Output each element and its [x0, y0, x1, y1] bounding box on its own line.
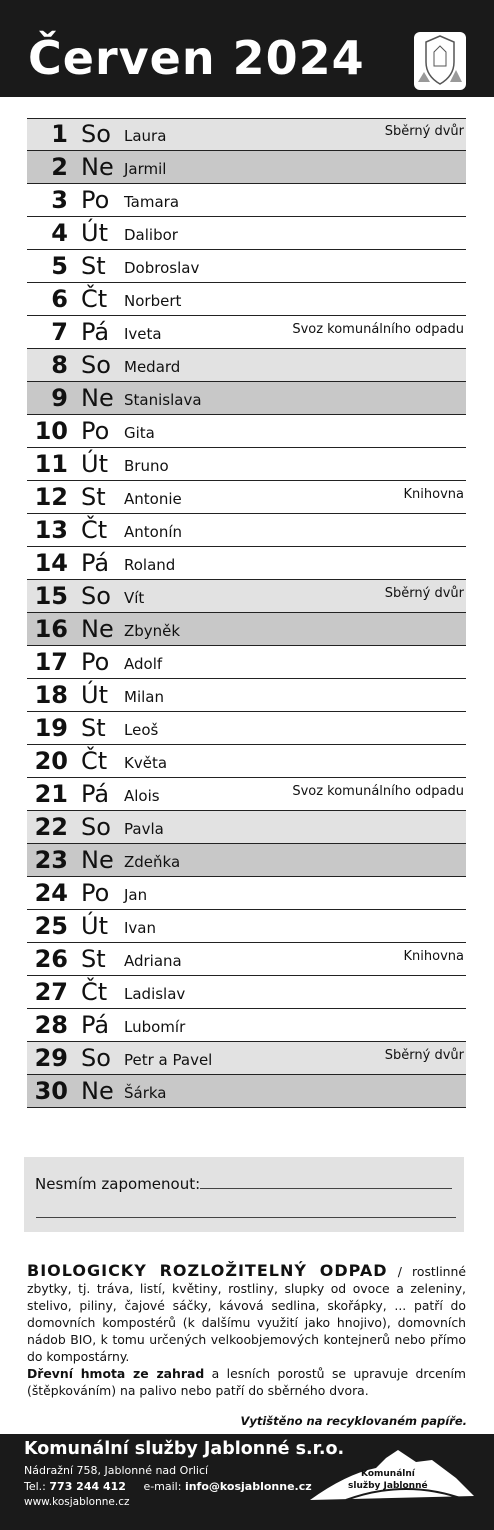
calendar-row	[27, 679, 466, 712]
day-of-week: Pá	[81, 549, 110, 577]
calendar-row	[27, 613, 466, 646]
day-number: 18	[34, 681, 68, 709]
name-day: Adolf	[124, 655, 163, 673]
day-note: Sběrný dvůr	[384, 586, 464, 601]
day-of-week: St	[81, 714, 106, 742]
day-number: 20	[34, 747, 68, 775]
name-day: Květa	[124, 754, 168, 772]
name-day: Roland	[124, 556, 176, 574]
day-of-week: Ne	[81, 384, 114, 412]
day-of-week: Ne	[81, 846, 114, 874]
name-day: Ladislav	[124, 985, 186, 1003]
calendar-row	[27, 151, 466, 184]
calendar-row	[27, 877, 466, 910]
calendar-row	[27, 976, 466, 1009]
calendar-row	[27, 844, 466, 877]
name-day: Jarmil	[124, 160, 167, 178]
name-day: Bruno	[124, 457, 169, 475]
day-number: 13	[34, 516, 68, 544]
day-number: 17	[34, 648, 68, 676]
day-number: 22	[34, 813, 68, 841]
name-day: Adriana	[124, 952, 182, 970]
calendar-row	[27, 514, 466, 547]
day-of-week: Ne	[81, 153, 114, 181]
name-day: Antonie	[124, 490, 182, 508]
memo-label: Nesmím zapomenout:	[35, 1175, 201, 1193]
day-of-week: Út	[81, 681, 108, 709]
day-number: 12	[34, 483, 68, 511]
day-number: 19	[34, 714, 68, 742]
day-of-week: So	[81, 1044, 111, 1072]
name-day: Gita	[124, 424, 155, 442]
day-note: Knihovna	[403, 949, 464, 964]
day-number: 7	[51, 318, 68, 346]
calendar-row	[27, 712, 466, 745]
day-of-week: Út	[81, 219, 108, 247]
name-day: Vít	[124, 589, 145, 607]
calendar-row	[27, 580, 466, 613]
name-day: Zbyněk	[124, 622, 181, 640]
name-day: Lubomír	[124, 1018, 186, 1036]
day-of-week: Pá	[81, 318, 110, 346]
day-of-week: Čt	[81, 285, 108, 313]
day-of-week: So	[81, 120, 111, 148]
calendar-row	[27, 316, 466, 349]
calendar-row	[27, 1009, 466, 1042]
name-day: Tamara	[124, 193, 180, 211]
mail-address: info@kosjablonne.cz	[184, 1480, 312, 1493]
name-day: Dobroslav	[124, 259, 200, 277]
name-day: Laura	[124, 127, 167, 145]
day-of-week: St	[81, 483, 106, 511]
memo-line	[36, 1217, 456, 1218]
day-note: Svoz komunálního odpadu	[292, 322, 464, 337]
name-day: Zdeňka	[124, 853, 181, 871]
day-of-week: St	[81, 252, 106, 280]
bio-wood-title: Dřevní hmota ze zahrad	[27, 1366, 205, 1381]
calendar-row	[27, 547, 466, 580]
page-header	[0, 0, 494, 97]
day-of-week: Út	[81, 450, 108, 478]
calendar-row	[27, 1042, 466, 1075]
day-of-week: So	[81, 582, 111, 610]
bio-title: BIOLOGICKY ROZLOŽITELNÝ ODPAD	[27, 1261, 388, 1280]
calendar-row	[27, 283, 466, 316]
day-of-week: Ne	[81, 615, 114, 643]
day-of-week: Út	[81, 912, 108, 940]
recycled-paper-note: Vytištěno na recyklovaném papíře.	[240, 1414, 467, 1428]
calendar-row	[27, 943, 466, 976]
bio-waste-info	[27, 1262, 466, 1399]
name-day: Iveta	[124, 325, 162, 343]
calendar-row	[27, 250, 466, 283]
day-number: 28	[34, 1011, 68, 1039]
tel-number: 773 244 412	[49, 1480, 126, 1493]
name-day: Dalibor	[124, 226, 178, 244]
day-number: 10	[34, 417, 68, 445]
calendar-table	[27, 118, 466, 1108]
day-number: 15	[34, 582, 68, 610]
tel-label: Tel.:	[24, 1480, 46, 1493]
day-number: 9	[51, 384, 68, 412]
calendar-row	[27, 778, 466, 811]
calendar-row	[27, 217, 466, 250]
day-number: 21	[34, 780, 68, 808]
day-note: Svoz komunálního odpadu	[292, 784, 464, 799]
mail-label: e-mail:	[143, 1480, 182, 1493]
bio-wood-text: a lesních porostů se upravuje drcením (štěpkováním) na palivo nebo patří do sběrného dvora.	[27, 1366, 467, 1398]
calendar-row	[27, 349, 466, 382]
day-note: Sběrný dvůr	[384, 1048, 464, 1063]
name-day: Petr a Pavel	[124, 1051, 213, 1069]
calendar-row	[27, 1075, 466, 1108]
day-number: 5	[51, 252, 68, 280]
logo-line1: Komunální	[361, 1469, 415, 1479]
day-number: 26	[34, 945, 68, 973]
day-number: 6	[51, 285, 68, 313]
day-number: 23	[34, 846, 68, 874]
calendar-row	[27, 646, 466, 679]
calendar-row	[27, 184, 466, 217]
day-number: 4	[51, 219, 68, 247]
day-of-week: Po	[81, 879, 110, 907]
day-number: 8	[51, 351, 68, 379]
day-of-week: Pá	[81, 1011, 110, 1039]
name-day: Medard	[124, 358, 181, 376]
day-number: 24	[34, 879, 68, 907]
day-number: 14	[34, 549, 68, 577]
memo-line	[200, 1188, 452, 1189]
day-of-week: Po	[81, 417, 110, 445]
company-web: www.kosjablonne.cz	[24, 1496, 130, 1508]
calendar-row	[27, 382, 466, 415]
day-of-week: Ne	[81, 1077, 114, 1105]
day-number: 11	[34, 450, 68, 478]
day-number: 29	[34, 1044, 68, 1072]
name-day: Milan	[124, 688, 164, 706]
name-day: Šárka	[124, 1084, 167, 1102]
calendar-row	[27, 118, 466, 151]
day-note: Knihovna	[403, 487, 464, 502]
day-number: 2	[51, 153, 68, 181]
bio-text: / rostlinné zbytky, tj. tráva, listí, květiny, rostliny, slupky od ovoce a zeleniny, stelivo, piliny, čajové sáčky, kávová sedlina, skořápky, ... patří do domovních kompostérů (k dalšímu využití jako hnojivo), domovních nádob BIO, k tomu určených velkoobjemových kontejnerů nebo přímo do kompostárny.	[27, 1264, 466, 1364]
name-day: Alois	[124, 787, 160, 805]
page-footer	[0, 1434, 494, 1530]
calendar-row	[27, 415, 466, 448]
day-number: 1	[51, 120, 68, 148]
name-day: Ivan	[124, 919, 156, 937]
calendar-row	[27, 481, 466, 514]
calendar-row	[27, 448, 466, 481]
company-contact	[24, 1480, 312, 1493]
company-name: Komunální služby Jablonné s.r.o.	[24, 1439, 345, 1459]
company-address: Nádražní 758, Jablonné nad Orlicí	[24, 1464, 209, 1477]
name-day: Stanislava	[124, 391, 202, 409]
day-number: 27	[34, 978, 68, 1006]
name-day: Antonín	[124, 523, 183, 541]
day-number: 3	[51, 186, 68, 214]
day-of-week: Čt	[81, 747, 108, 775]
town-crest-icon	[414, 32, 466, 90]
memo-box	[24, 1157, 464, 1232]
day-of-week: So	[81, 351, 111, 379]
day-number: 16	[34, 615, 68, 643]
calendar-row	[27, 910, 466, 943]
day-number: 30	[34, 1077, 68, 1105]
name-day: Leoš	[124, 721, 159, 739]
day-of-week: Pá	[81, 780, 110, 808]
day-of-week: Čt	[81, 516, 108, 544]
day-of-week: Po	[81, 186, 110, 214]
calendar-row	[27, 811, 466, 844]
page-title: Červen 2024	[28, 31, 365, 85]
day-number: 25	[34, 912, 68, 940]
name-day: Pavla	[124, 820, 164, 838]
name-day: Jan	[124, 886, 148, 904]
name-day: Norbert	[124, 292, 182, 310]
calendar-row	[27, 745, 466, 778]
day-of-week: So	[81, 813, 111, 841]
day-of-week: St	[81, 945, 106, 973]
logo-line2: služby Jablonné	[348, 1481, 428, 1491]
day-note: Sběrný dvůr	[384, 124, 464, 139]
day-of-week: Po	[81, 648, 110, 676]
day-of-week: Čt	[81, 978, 108, 1006]
